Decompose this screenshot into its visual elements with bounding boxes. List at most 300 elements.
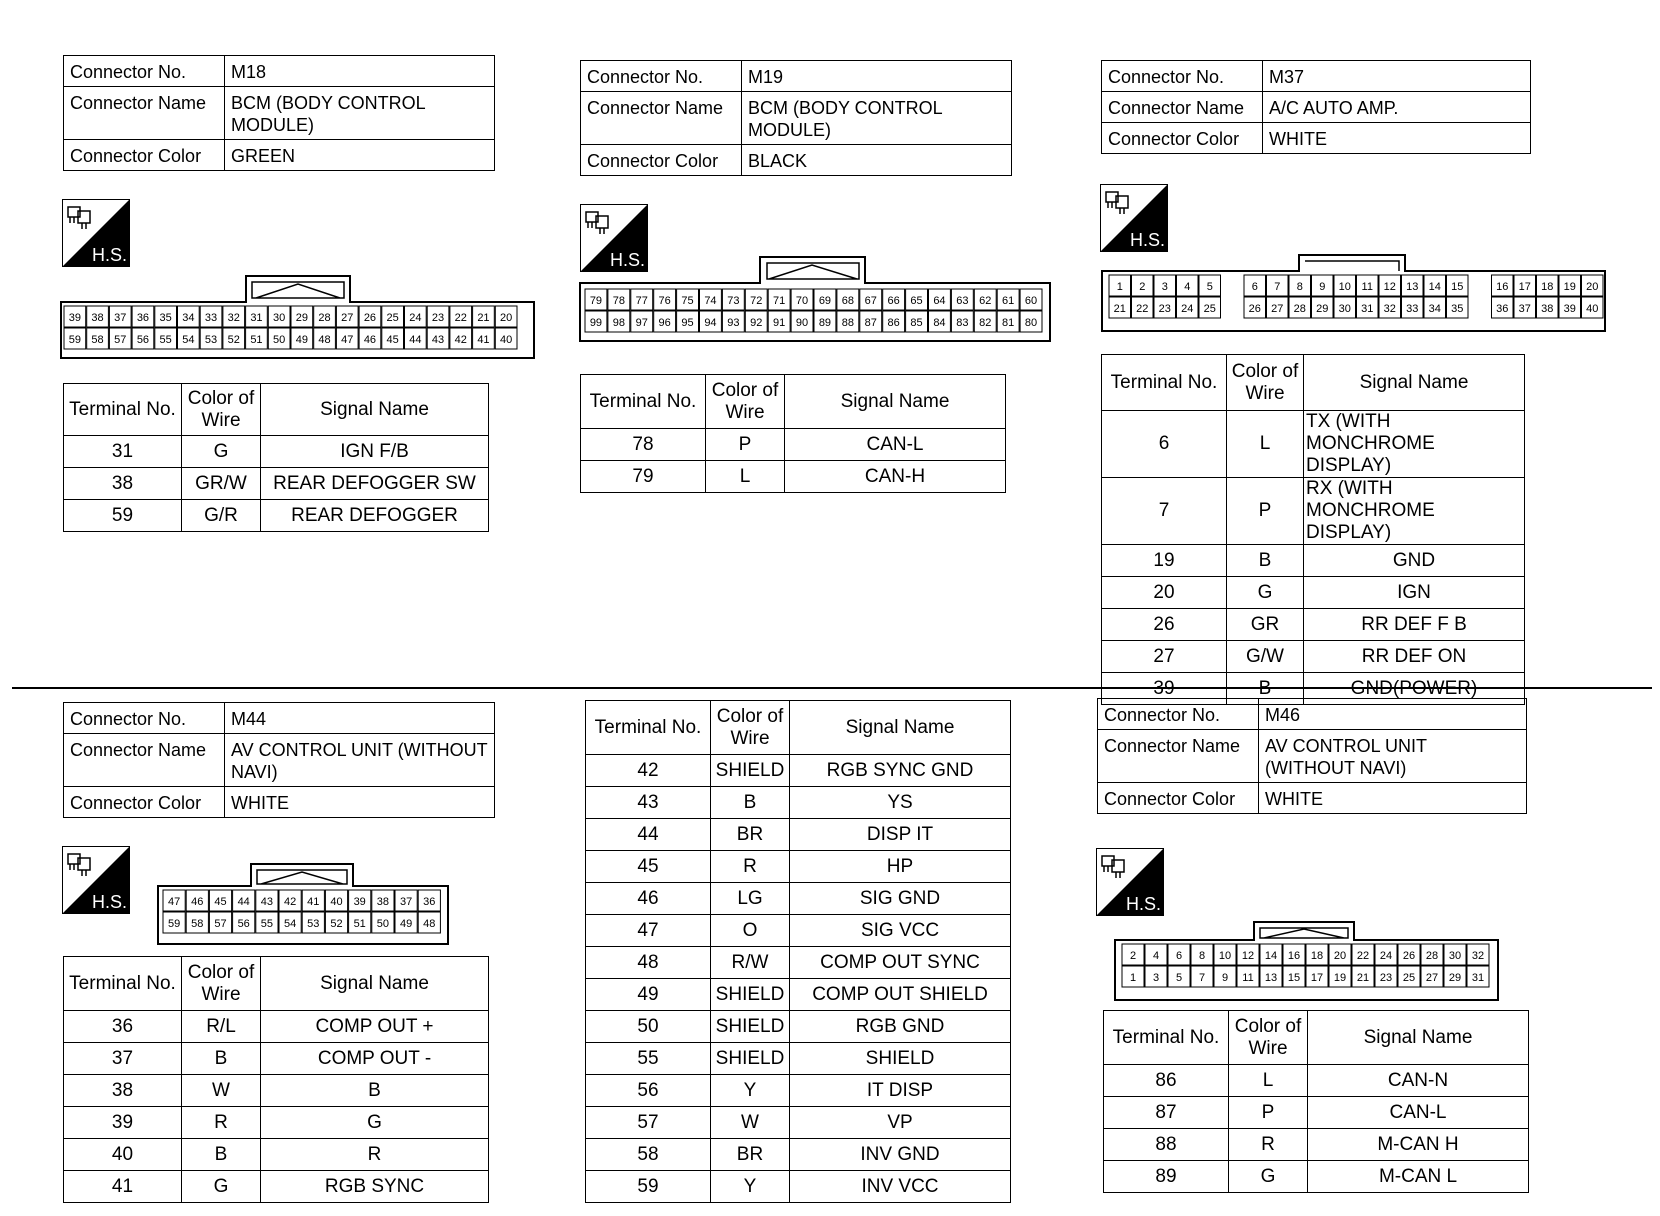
pin-grid [585, 289, 1042, 332]
pin-number: 20 [1333, 950, 1347, 962]
wire-color: R [1229, 1129, 1308, 1161]
terminal-no: 43 [586, 787, 711, 819]
connector-m37-info [1101, 60, 1531, 154]
pin-number: 32 [1383, 303, 1396, 315]
info-value: M37 [1263, 61, 1531, 92]
pin-number: 37 [1518, 303, 1531, 315]
pin-number: 17 [1310, 972, 1324, 984]
pin-number: 16 [1496, 281, 1509, 293]
pin-number: 31 [250, 312, 263, 324]
pin-number: 88 [841, 317, 854, 329]
connector-m19-info [580, 60, 1012, 176]
pin-number: 45 [214, 896, 227, 908]
hs-label: H.S. [610, 250, 646, 270]
info-label: Connector No. [1102, 61, 1263, 92]
terminal-no: 41 [64, 1171, 182, 1203]
pin-number: 43 [260, 896, 274, 908]
wire-color: B [711, 787, 790, 819]
pin-number: 24 [1181, 303, 1194, 315]
table-row [64, 1107, 489, 1139]
signal-name: GND(POWER) [1304, 673, 1525, 705]
pin-number: 26 [1248, 303, 1261, 315]
pin-number: 30 [1338, 303, 1351, 315]
pin-number: 17 [1518, 281, 1531, 293]
pin-number: 77 [635, 295, 648, 307]
pin-number: 80 [1024, 317, 1038, 329]
signal-name: M-CAN H [1308, 1129, 1529, 1161]
table-row [1102, 478, 1525, 545]
pin-number: 39 [68, 312, 81, 324]
wire-color: G [1229, 1161, 1308, 1193]
table-row [1102, 641, 1525, 673]
connector-face-m37 [1101, 253, 1607, 333]
pin-number: 18 [1541, 281, 1554, 293]
signal-name: REAR DEFOGGER SW [261, 468, 489, 500]
table-row [586, 947, 1011, 979]
pin-number: 46 [191, 896, 204, 908]
wire-color: SHIELD [711, 1043, 790, 1075]
pin-number: 83 [956, 317, 969, 329]
pin-number: 52 [330, 918, 343, 930]
pin-number: 91 [773, 317, 786, 329]
table-row [64, 1171, 489, 1203]
pin-number: 96 [658, 317, 671, 329]
col-signal-header: Signal Name [261, 384, 489, 436]
signal-name: COMP OUT - [261, 1043, 489, 1075]
terminal-table-m18 [63, 383, 489, 532]
harness-side-icon [62, 199, 130, 267]
pin-number: 72 [750, 295, 763, 307]
wire-color: W [182, 1075, 261, 1107]
pin-number: 50 [273, 334, 286, 346]
col-terminal-header: Terminal No. [64, 957, 182, 1011]
pin-number: 74 [704, 295, 717, 307]
pin-number: 51 [353, 918, 366, 930]
signal-name: CAN-H [785, 461, 1006, 493]
terminal-no: 39 [64, 1107, 182, 1139]
pin-number: 48 [318, 334, 331, 346]
pin-number: 13 [1264, 972, 1278, 984]
table-row [586, 1171, 1011, 1203]
pin-number: 25 [386, 312, 399, 324]
terminal-no: 38 [64, 1075, 182, 1107]
terminal-no: 20 [1102, 577, 1227, 609]
pin-number: 7 [1198, 972, 1206, 984]
signal-name: YS [790, 787, 1011, 819]
info-value: WHITE [1263, 123, 1531, 154]
pin-number: 3 [1161, 281, 1168, 293]
terminal-no: 87 [1104, 1097, 1229, 1129]
info-value: BCM (BODY CONTROL MODULE) [225, 87, 495, 140]
pin-number: 65 [910, 295, 923, 307]
pin-number: 9 [1221, 972, 1229, 984]
signal-name: REAR DEFOGGER [261, 500, 489, 532]
pin-grid [64, 306, 517, 349]
pin-number: 23 [431, 312, 445, 324]
col-signal-header: Signal Name [261, 957, 489, 1011]
table-row [586, 915, 1011, 947]
hs-label: H.S. [92, 892, 128, 912]
pin-number: 6 [1175, 950, 1183, 962]
info-value: A/C AUTO AMP. [1263, 92, 1531, 123]
terminal-no: 37 [64, 1043, 182, 1075]
info-label: Connector Color [64, 787, 225, 818]
info-value: M19 [742, 61, 1012, 92]
pin-number: 49 [399, 918, 413, 930]
pin-number: 36 [136, 312, 150, 324]
wire-color: L [706, 461, 785, 493]
pin-number: 49 [295, 334, 308, 346]
pin-number: 56 [136, 334, 150, 346]
pin-number: 1 [1116, 281, 1123, 293]
terminal-table-m44-continued [585, 700, 1011, 1203]
pin-number: 97 [635, 317, 648, 329]
signal-name: RX (WITH MONCHROME DISPLAY) [1304, 478, 1525, 545]
pin-number: 58 [191, 918, 204, 930]
pin-number: 33 [204, 312, 218, 324]
pin-number: 50 [376, 918, 390, 930]
signal-name: COMP OUT SYNC [790, 947, 1011, 979]
pin-number: 79 [589, 295, 603, 307]
pin-number: 24 [409, 312, 422, 324]
info-value: M44 [225, 703, 495, 734]
col-signal-header: Signal Name [1308, 1011, 1529, 1065]
connector-face-m46 [1114, 920, 1500, 1002]
pin-number: 31 [1471, 972, 1485, 984]
wire-color: SHIELD [711, 979, 790, 1011]
pin-number: 28 [1293, 303, 1306, 315]
pin-number: 76 [658, 295, 671, 307]
terminal-no: 40 [64, 1139, 182, 1171]
pin-number: 41 [477, 334, 490, 346]
table-row [586, 883, 1011, 915]
info-value: BCM (BODY CONTROL MODULE) [742, 92, 1012, 145]
terminal-no: 44 [586, 819, 711, 851]
pin-number: 35 [1451, 303, 1464, 315]
pin-number: 70 [795, 295, 809, 307]
harness-side-icon [62, 846, 130, 914]
table-row [586, 1043, 1011, 1075]
signal-name: IGN [1304, 577, 1525, 609]
wire-color: BR [711, 1139, 790, 1171]
pin-number: 5 [1175, 972, 1183, 984]
table-row [586, 819, 1011, 851]
terminal-table-m37 [1101, 354, 1525, 705]
pin-number: 29 [295, 312, 308, 324]
signal-name: RGB SYNC GND [790, 755, 1011, 787]
pin-number: 14 [1264, 950, 1278, 962]
wire-color: W [711, 1107, 790, 1139]
pin-number: 22 [454, 312, 467, 324]
pin-number: 51 [250, 334, 263, 346]
pin-number: 39 [1563, 303, 1576, 315]
pin-number: 4 [1152, 950, 1160, 962]
connector-m44-info [63, 702, 495, 818]
col-terminal-header: Terminal No. [64, 384, 182, 436]
pin-number: 53 [307, 918, 320, 930]
signal-name: HP [790, 851, 1011, 883]
pin-number: 59 [167, 918, 181, 930]
info-label: Connector No. [1098, 699, 1259, 730]
wire-color: GR [1227, 609, 1304, 641]
pin-number: 16 [1287, 950, 1301, 962]
pin-number: 69 [818, 295, 832, 307]
pin-number: 32 [1471, 950, 1485, 962]
pin-number: 39 [353, 896, 366, 908]
pin-number: 90 [795, 317, 809, 329]
pin-number: 10 [1218, 950, 1232, 962]
signal-name: RR DEF F B [1304, 609, 1525, 641]
terminal-no: 49 [586, 979, 711, 1011]
table-row [1102, 545, 1525, 577]
wire-color: SHIELD [711, 755, 790, 787]
table-row [1102, 411, 1525, 478]
terminal-no: 55 [586, 1043, 711, 1075]
terminal-no: 38 [64, 468, 182, 500]
table-row [64, 1043, 489, 1075]
table-row [586, 979, 1011, 1011]
pin-number: 86 [887, 317, 900, 329]
terminal-no: 50 [586, 1011, 711, 1043]
wire-color: O [711, 915, 790, 947]
pin-number: 28 [318, 312, 331, 324]
pin-number: 12 [1383, 281, 1396, 293]
table-row [586, 1011, 1011, 1043]
table-row [1102, 609, 1525, 641]
pin-number: 20 [1586, 281, 1599, 293]
pin-number: 14 [1428, 281, 1441, 293]
pin-number: 20 [500, 312, 513, 324]
pin-number: 55 [159, 334, 172, 346]
table-row [586, 1107, 1011, 1139]
wire-color: G [182, 436, 261, 468]
pin-number: 8 [1296, 281, 1303, 293]
terminal-no: 46 [586, 883, 711, 915]
pin-number: 18 [1310, 950, 1324, 962]
pin-number: 59 [68, 334, 81, 346]
info-value: GREEN [225, 140, 495, 171]
pin-number: 21 [1113, 303, 1126, 315]
col-color-header: Color of Wire [1229, 1011, 1308, 1065]
col-signal-header: Signal Name [785, 375, 1006, 429]
pin-number: 24 [1379, 950, 1393, 962]
pin-number: 60 [1024, 295, 1038, 307]
terminal-no: 48 [586, 947, 711, 979]
pin-number: 47 [341, 334, 354, 346]
pin-number: 23 [1379, 972, 1393, 984]
signal-name: TX (WITH MONCHROME DISPLAY) [1304, 411, 1525, 478]
terminal-no: 19 [1102, 545, 1227, 577]
signal-name: G [261, 1107, 489, 1139]
pin-number: 7 [1274, 281, 1281, 293]
pin-number: 73 [727, 295, 740, 307]
pin-number: 4 [1184, 281, 1191, 293]
wire-color: R [711, 851, 790, 883]
table-row [64, 468, 489, 500]
pin-number: 37 [114, 312, 127, 324]
pin-number: 92 [750, 317, 763, 329]
pin-number: 42 [454, 334, 467, 346]
info-value: WHITE [1259, 783, 1527, 814]
wire-color: LG [711, 883, 790, 915]
table-row [1104, 1065, 1529, 1097]
terminal-no: 39 [1102, 673, 1227, 705]
terminal-no: 45 [586, 851, 711, 883]
terminal-no: 78 [581, 429, 706, 461]
pin-number: 15 [1451, 281, 1464, 293]
pin-number: 27 [1425, 972, 1439, 984]
table-row [581, 429, 1006, 461]
pin-number: 46 [363, 334, 377, 346]
info-label: Connector Color [581, 145, 742, 176]
col-terminal-header: Terminal No. [1104, 1011, 1229, 1065]
wire-color: R/L [182, 1011, 261, 1043]
terminal-no: 26 [1102, 609, 1227, 641]
pin-number: 29 [1316, 303, 1329, 315]
pin-number: 87 [864, 317, 877, 329]
col-color-header: Color of Wire [706, 375, 785, 429]
harness-side-icon [1096, 848, 1164, 916]
pin-number: 36 [423, 896, 436, 908]
table-row [1104, 1097, 1529, 1129]
pin-number: 40 [1586, 303, 1599, 315]
signal-name: SIG GND [790, 883, 1011, 915]
signal-name: DISP IT [790, 819, 1011, 851]
pin-number: 30 [273, 312, 286, 324]
pin-number: 66 [887, 295, 900, 307]
terminal-no: 31 [64, 436, 182, 468]
pin-number: 56 [237, 918, 250, 930]
terminal-no: 88 [1104, 1129, 1229, 1161]
signal-name: B [261, 1075, 489, 1107]
terminal-table-m44 [63, 956, 489, 1203]
pin-number: 52 [227, 334, 240, 346]
signal-name: CAN-L [785, 429, 1006, 461]
pin-number: 99 [589, 317, 603, 329]
terminal-no: 27 [1102, 641, 1227, 673]
pin-number: 81 [1002, 317, 1015, 329]
connector-face-m18 [60, 274, 536, 360]
wire-color: B [1227, 673, 1304, 705]
wire-color: P [706, 429, 785, 461]
pin-number: 44 [237, 896, 250, 908]
wire-color: B [1227, 545, 1304, 577]
pin-number: 64 [933, 295, 946, 307]
pin-number: 11 [1242, 972, 1254, 984]
hs-label: H.S. [1130, 230, 1166, 250]
pin-number: 27 [341, 312, 354, 324]
col-terminal-header: Terminal No. [1102, 355, 1227, 411]
pin-number: 1 [1129, 972, 1137, 984]
col-color-header: Color of Wire [182, 384, 261, 436]
pin-number: 26 [1402, 950, 1416, 962]
pin-number: 6 [1251, 281, 1258, 293]
pin-number: 40 [330, 896, 343, 908]
terminal-no: 59 [64, 500, 182, 532]
pin-number: 26 [363, 312, 377, 324]
pin-number: 8 [1198, 950, 1206, 962]
wire-color: G/R [182, 500, 261, 532]
pin-number: 38 [376, 896, 390, 908]
terminal-no: 57 [586, 1107, 711, 1139]
info-label: Connector No. [64, 703, 225, 734]
wire-color: P [1227, 478, 1304, 545]
pin-number: 44 [409, 334, 422, 346]
pin-number: 33 [1406, 303, 1419, 315]
pin-number: 13 [1406, 281, 1419, 293]
terminal-table-m46 [1103, 1010, 1529, 1193]
wire-color: GR/W [182, 468, 261, 500]
pin-number: 85 [910, 317, 923, 329]
terminal-no: 47 [586, 915, 711, 947]
pin-number: 43 [431, 334, 445, 346]
signal-name: INV VCC [790, 1171, 1011, 1203]
table-row [581, 461, 1006, 493]
signal-name: SIG VCC [790, 915, 1011, 947]
pin-number: 19 [1563, 281, 1576, 293]
info-label: Connector Name [1102, 92, 1263, 123]
wire-color: L [1227, 411, 1304, 478]
wire-color: R/W [711, 947, 790, 979]
signal-name: IGN F/B [261, 436, 489, 468]
pin-number: 45 [386, 334, 399, 346]
signal-name: GND [1304, 545, 1525, 577]
connector-face-m44 [157, 862, 450, 946]
terminal-no: 7 [1102, 478, 1227, 545]
terminal-no: 58 [586, 1139, 711, 1171]
pin-number: 23 [1158, 303, 1171, 315]
table-row [1104, 1129, 1529, 1161]
hs-label: H.S. [1126, 894, 1162, 914]
pin-number: 38 [1541, 303, 1554, 315]
wire-color: P [1229, 1097, 1308, 1129]
info-label: Connector Name [64, 734, 225, 787]
pin-number: 61 [1002, 295, 1015, 307]
pin-number: 2 [1129, 950, 1137, 962]
col-signal-header: Signal Name [1304, 355, 1525, 411]
pin-number: 21 [477, 312, 490, 324]
pin-number: 34 [182, 312, 195, 324]
pin-number: 93 [727, 317, 740, 329]
info-value: WHITE [225, 787, 495, 818]
pin-number: 12 [1241, 950, 1255, 962]
pin-number: 29 [1448, 972, 1462, 984]
signal-name: CAN-L [1308, 1097, 1529, 1129]
signal-name: VP [790, 1107, 1011, 1139]
pin-grid [1109, 275, 1603, 318]
pin-number: 63 [956, 295, 969, 307]
hs-label: H.S. [92, 245, 128, 265]
pin-number: 31 [1361, 303, 1374, 315]
table-row [64, 1139, 489, 1171]
pin-grid [1122, 944, 1489, 987]
info-label: Connector Name [64, 87, 225, 140]
table-row [64, 1075, 489, 1107]
col-terminal-header: Terminal No. [586, 701, 711, 755]
table-row [586, 851, 1011, 883]
info-value: M18 [225, 56, 495, 87]
signal-name: RGB SYNC [261, 1171, 489, 1203]
signal-name: R [261, 1139, 489, 1171]
table-row [64, 436, 489, 468]
pin-number: 42 [283, 896, 297, 908]
pin-number: 25 [1203, 303, 1216, 315]
pin-number: 40 [500, 334, 513, 346]
pin-number: 57 [114, 334, 127, 346]
pin-number: 30 [1448, 950, 1462, 962]
table-row [586, 1075, 1011, 1107]
pin-number: 94 [704, 317, 717, 329]
